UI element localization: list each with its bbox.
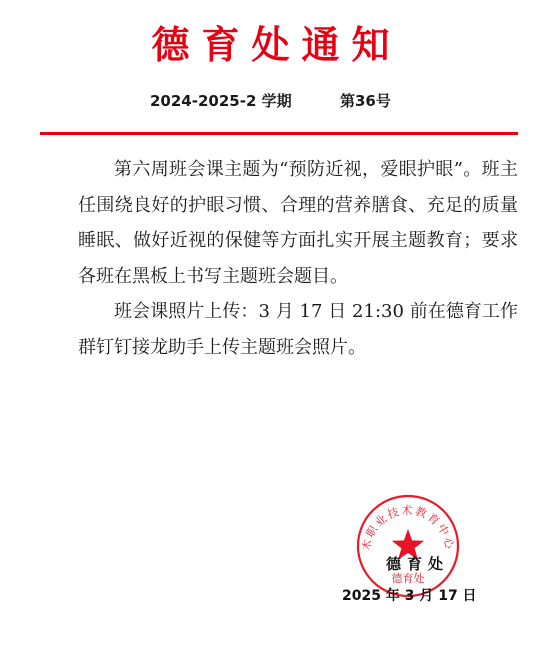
issue-number: 第36号 xyxy=(340,92,391,110)
term-label: 2024-2025-2 学期 xyxy=(150,92,292,110)
signature-department: 德育处 xyxy=(386,555,450,573)
seal-center-text: 德育处 xyxy=(391,572,425,585)
signature-date: 2025 年 3 月 17 日 xyxy=(342,588,477,604)
body-paragraph-upload: 班会课照片上传：3 月 17 日 21:30 前在德育工作群钉钉接龙助手上传主题班会照片。 xyxy=(78,301,518,358)
notice-meta xyxy=(0,88,553,114)
body-paragraph-theme: 第六周班会课主题为“预防近视，爱眼护眼”。班主任围绕良好的护眼习惯、合理的营养膳食、充足的质量睡眠、做好近视的保健等方面扎实开展主题教育；要求各班在黑板上书写主题班会题目。 xyxy=(78,159,518,287)
seal-arc-text: 木职业技术教育中心 xyxy=(359,504,457,552)
header-divider xyxy=(40,132,518,135)
official-seal xyxy=(355,493,461,599)
notice-body xyxy=(78,152,518,365)
notice-title: 德育处通知 xyxy=(151,22,402,67)
